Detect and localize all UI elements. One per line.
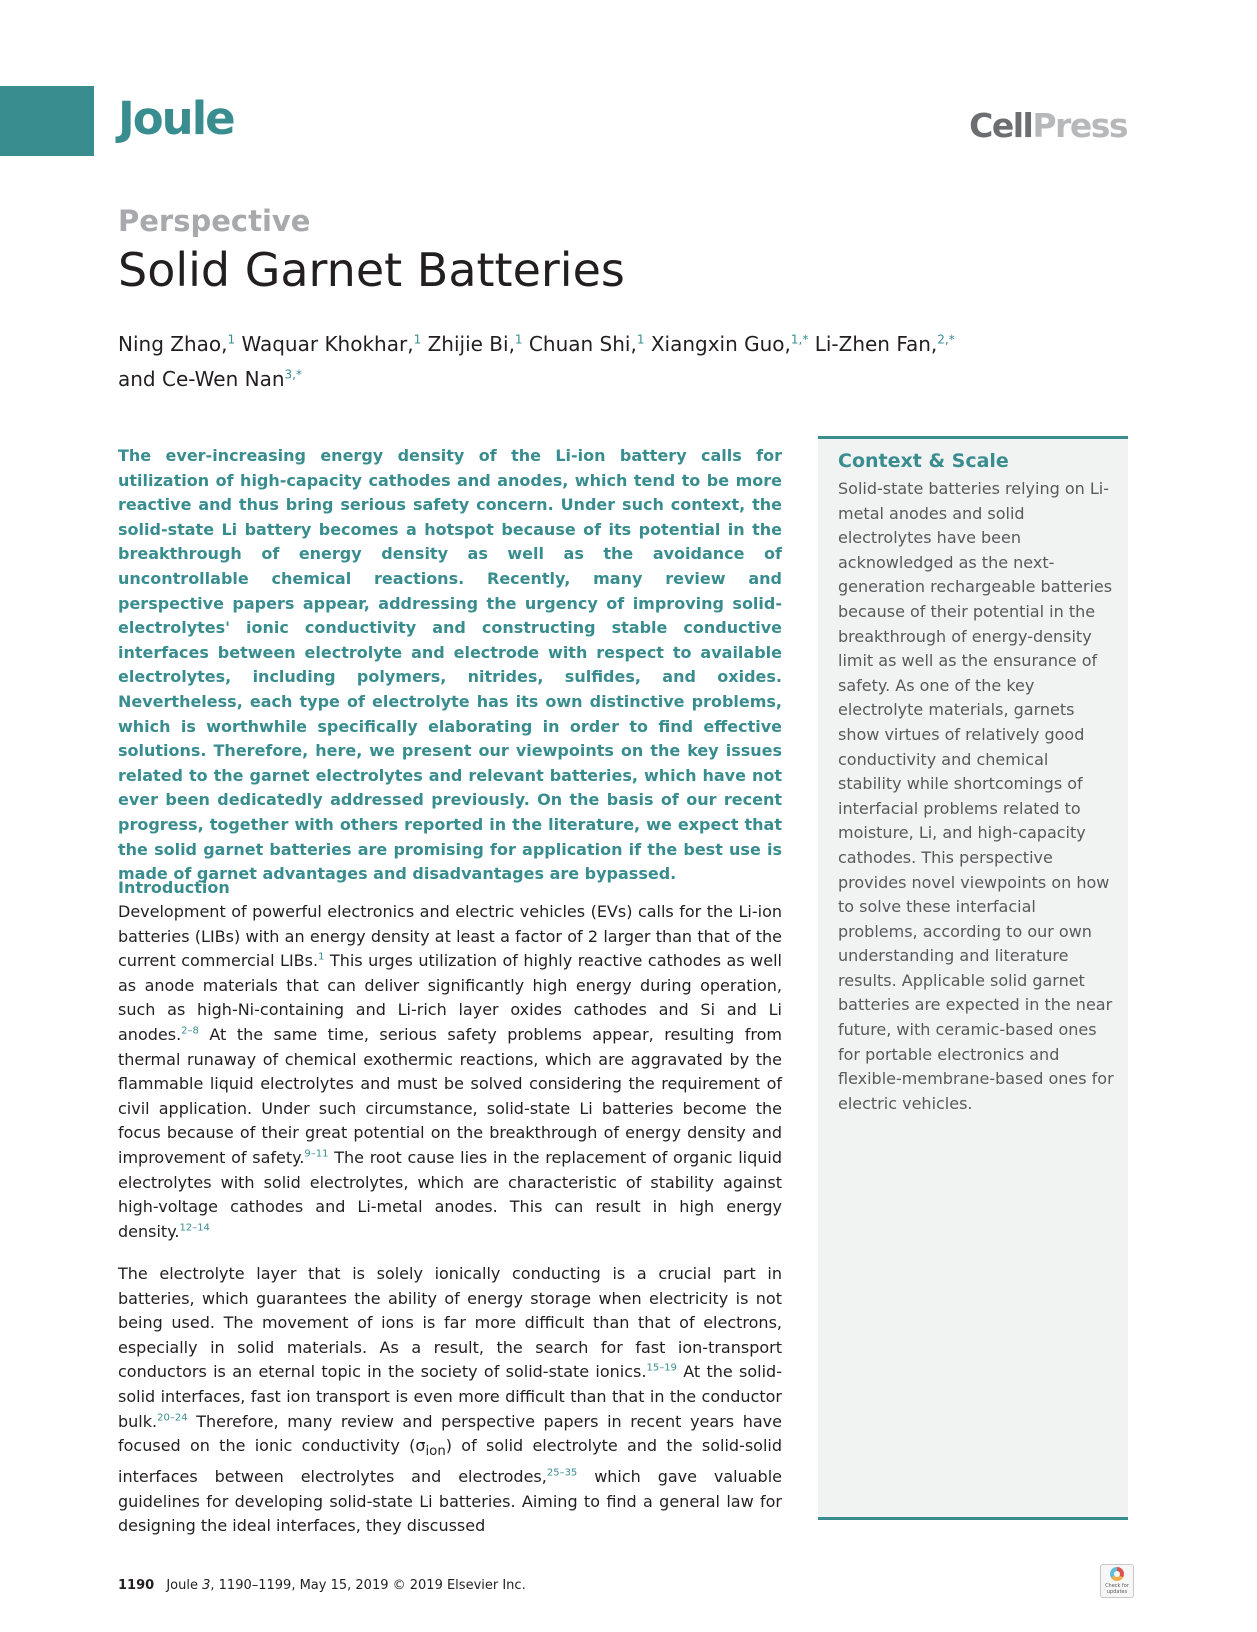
context-scale-text: Solid-state batteries relying on Li-metal anodes and solid electrolytes have been acknowledged as the next-generation rechargeable batteries because of their potential in the breakthrough of energy-density limit as well as the ensurance of safety. As one of the key electrolyte materials, garnets show virtues of relatively good conductivity and chemical stability while shortcomings of interfacial problems related to moisture, Li, and high-capacity cathodes. This perspective provides novel viewpoints on how to solve these interfacial problems, according to our own understanding and literature results. Applicable solid garnet batteries are expected in the near future, with ceramic-based ones for portable electronics and flexible-membrane-based ones for electric vehicles.	[838, 479, 1114, 1113]
introduction-paragraph-1	[118, 900, 782, 1244]
text-segment: The root cause lies in the replacement of organic liquid electrolytes with solid electrolytes, which are characteristic of stability against high-voltage cathodes and Li-metal anodes. This can result in high energy density.	[118, 1147, 782, 1241]
publisher-logo-part-2: Press	[1032, 106, 1127, 145]
publisher-logo	[969, 106, 1127, 146]
text-segment: At the solid-solid interfaces, fast ion transport is even more difficult than that in the conductor bulk.	[118, 1362, 782, 1431]
author: Zhijie Bi,$^1$	[427, 331, 523, 356]
text-segment: which gave valuable guidelines for developing solid-state Li batteries. Aiming to find a general law for designing the ideal interfaces, they discussed	[118, 1466, 783, 1536]
check-for-updates-badge[interactable]	[1100, 1564, 1134, 1598]
citation-reference[interactable]: 12–14	[179, 1222, 210, 1234]
author: Xiangxin Guo,$^{1,*}$	[650, 331, 809, 356]
page-number: 1190	[118, 1578, 155, 1593]
footer-citation: , 1190–1199, May 15, 2019 © 2019 Elsevier Inc.	[210, 1578, 526, 1593]
citation-reference[interactable]: 25–35	[546, 1467, 578, 1479]
author: Li-Zhen Fan,$^{2,*}$	[814, 331, 955, 356]
citation-reference[interactable]: 20–24	[157, 1412, 188, 1424]
check-for-updates-icon	[1110, 1567, 1124, 1581]
citation-reference[interactable]: 15–19	[646, 1363, 677, 1375]
page-footer	[118, 1577, 526, 1595]
journal-color-block	[0, 86, 94, 156]
check-for-updates-label: Check for updates	[1105, 1583, 1129, 1595]
subscript: ion	[425, 1444, 446, 1460]
author: Ning Zhao,$^1$	[118, 331, 236, 356]
citation-reference[interactable]: 1	[318, 951, 325, 963]
context-scale-title: Context & Scale	[838, 450, 1009, 472]
text-segment: The electrolyte layer that is solely ionically conducting is a crucial part in batteries, which guarantees the ability of energy storage when electricity is not being used. The movement of ions is far more difficult than that of electrons, especially in solid materials. As a result, the search for fast ion-transport conductors is an eternal topic in the society of solid-state ionics.	[118, 1264, 782, 1382]
journal-logo: Joule	[118, 92, 234, 145]
text-segment: Development of powerful electronics and electric vehicles (EVs) calls for the Li-ion batteries (LIBs) with an energy density at least a factor of 2 larger than that of the current commercial LIBs.	[118, 902, 782, 971]
context-scale-box	[818, 436, 1128, 1520]
article-type: Perspective	[118, 204, 311, 238]
text-segment: At the same time, serious safety problems appear, resulting from thermal runaway of chemical exothermic reactions, which are aggravated by the flammable liquid electrolytes and must be solved considering the requirement of civil application. Under such circumstance, solid-state Li batteries become the focus because of their great potential on the breakthrough of energy density and improvement of safety.	[118, 1024, 782, 1167]
author: and Ce-Wen Nan$^{3,*}$	[118, 367, 302, 392]
text-segment: Therefore, many review and perspective papers in recent years have focused on the ionic conductivity (σ	[118, 1411, 782, 1456]
footer-volume: 3	[202, 1578, 211, 1593]
text-segment: ) of solid electrolyte and the solid-solid interfaces between electrolytes and electrodes,	[118, 1436, 783, 1486]
citation-reference[interactable]: 2–8	[181, 1025, 199, 1037]
section-heading-introduction: Introduction	[118, 878, 230, 897]
text-segment: This urges utilization of highly reactive cathodes as well as anode materials that can deliver significantly high energy during operation, such as high-Ni-containing and Li-rich layer oxides cathodes and Si and Li anodes.	[118, 951, 782, 1044]
publisher-logo-part-1: Cell	[969, 106, 1033, 145]
summary-abstract: The ever-increasing energy density of the Li-ion battery calls for utilization of high-capacity cathodes and anodes, which tend to be more reactive and thus bring serious safety concern. Under such context, the solid-state Li battery becomes a hotspot because of its potential in the breakthrough of energy density as well as the avoidance of uncontrollable chemical reactions. Recently, many review and perspective papers appear, addressing the urgency of improving solid-electrolytes' ionic conductivity and constructing stable conductive interfaces between electrolyte and electrode with respect to available electrolytes, including polymers, nitrides, sulfides, and oxides. Nevertheless, each type of electrolyte has its own distinctive problems, which is worthwhile specifically elaborating in order to find effective solutions. Therefore, here, we present our viewpoints on the key issues related to the garnet electrolytes and relevant batteries, which have not ever been dedicatedly addressed previously. On the basis of our recent progress, together with others reported in the literature, we expect that the solid garnet batteries are promising for application if the best use is made of garnet advantages and disadvantages are bypassed.	[118, 446, 782, 884]
introduction-paragraph-2	[118, 1262, 782, 1539]
author: Chuan Shi,$^1$	[528, 331, 645, 356]
article-title: Solid Garnet Batteries	[118, 243, 625, 297]
footer-journal: Joule	[166, 1578, 198, 1593]
author-list	[118, 324, 1038, 395]
author: Waquar Khokhar,$^1$	[241, 331, 422, 356]
citation-reference[interactable]: 9–11	[304, 1148, 329, 1160]
